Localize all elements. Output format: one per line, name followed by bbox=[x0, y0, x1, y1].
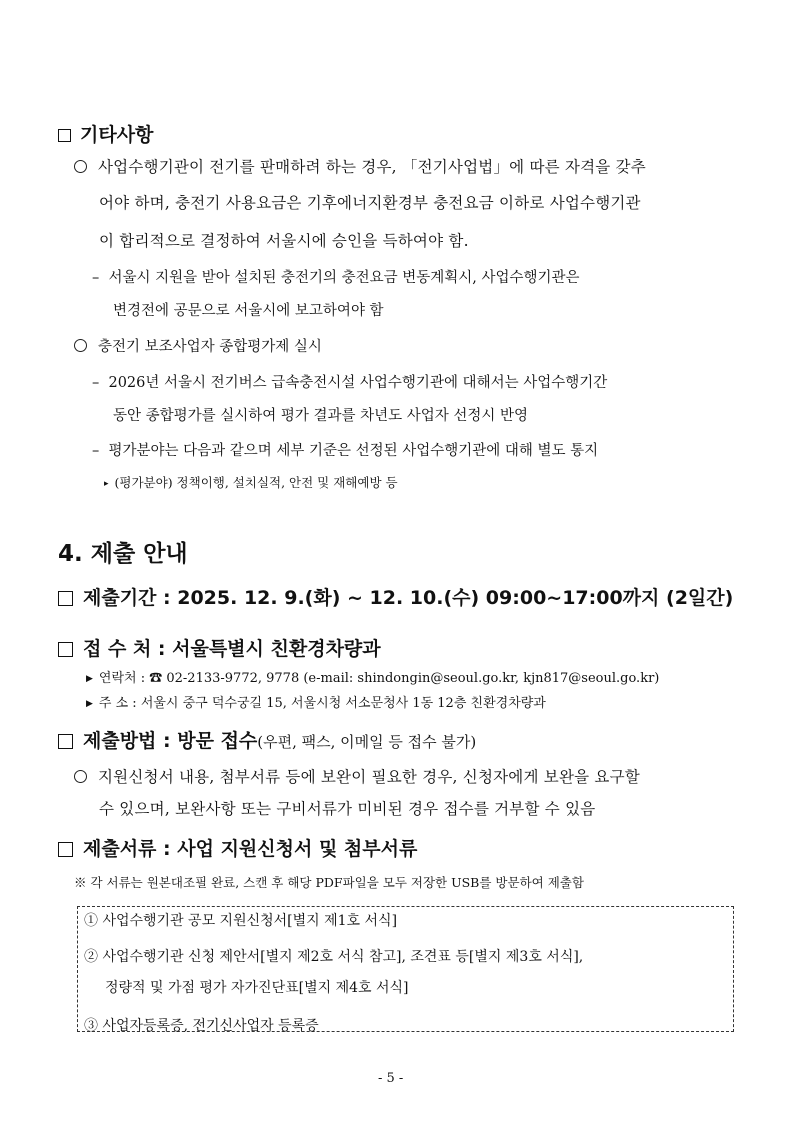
doc-item-2: ② 사업수행기관 신청 제안서[별지 제2호 서식 참고], 조견표 등[별지 제3호 서식], bbox=[84, 949, 584, 965]
dash-bullet: – bbox=[92, 270, 100, 286]
circle-bullet-icon bbox=[74, 160, 87, 173]
doc-item-1: ① 사업수행기관 공모 지원신청서[별지 제1호 서식] bbox=[84, 913, 398, 929]
office-heading: 접 수 처 : 서울특별시 친환경차량과 bbox=[58, 634, 381, 661]
page-number: - 5 - bbox=[378, 1071, 404, 1086]
submission-period: 제출기간 : 2025. 12. 9.(화) ~ 12. 10.(수) 09:00~17:00까지 (2일간) bbox=[58, 583, 733, 610]
checkbox-square-icon bbox=[58, 591, 73, 606]
method-heading: 제출방법 : 방문 접수(우편, 팩스, 이메일 등 접수 불가) bbox=[58, 726, 476, 753]
docs-note: ※ 각 서류는 원본대조필 완료, 스캔 후 해당 PDF파일을 모두 저장한 USB를 방문하여 제출함 bbox=[74, 875, 584, 890]
method-body-line1: 지원신청서 내용, 첨부서류 등에 보완이 필요한 경우, 신청자에게 보완을 요구할 bbox=[74, 765, 640, 787]
address-line: ▶ 주 소 : 서울시 중구 덕수궁길 15, 서울시청 서소문청사 1동 12층 친환경차량과 bbox=[86, 696, 546, 711]
triangle-bullet-icon: ▶ bbox=[86, 674, 93, 684]
misc-item2-dash1-line1: – 2026년 서울시 전기버스 급속충전시설 사업수행기관에 대해서는 사업수행기간 bbox=[92, 375, 608, 391]
misc-item1-line1: 사업수행기관이 전기를 판매하려 하는 경우, 「전기사업법」에 따른 자격을 갖추 bbox=[74, 155, 646, 177]
checkbox-square-icon bbox=[58, 734, 73, 749]
misc-item1-line2: 어야 하며, 충전기 사용요금은 기후에너지환경부 충전요금 이하로 사업수행기관 bbox=[99, 194, 641, 212]
doc-item-3: ③ 사업자등록증, 전기신사업자 등록증 bbox=[84, 1018, 319, 1034]
doc-item-2-cont: 정량적 및 가점 평가 자가진단표[별지 제4호 서식] bbox=[105, 980, 409, 996]
circle-bullet-icon bbox=[74, 339, 87, 352]
checkbox-square-icon bbox=[58, 129, 71, 142]
contact-line: ▶ 연락처 : ☎ 02-2133-9772, 9778 (e-mail: shindongin@seoul.go.kr, kjn817@seoul.go.kr) bbox=[86, 671, 660, 686]
triangle-bullet-icon: ▸ bbox=[104, 479, 109, 489]
method-body-line2: 수 있으며, 보완사항 또는 구비서류가 미비된 경우 접수를 거부할 수 있음 bbox=[99, 800, 596, 818]
docs-heading: 제출서류 : 사업 지원신청서 및 첨부서류 bbox=[58, 834, 417, 861]
misc-item2-dash1-line2: 동안 종합평가를 실시하여 평가 결과를 차년도 사업자 선정시 반영 bbox=[113, 408, 529, 424]
misc-item1-line3: 이 합리적으로 결정하여 서울시에 승인을 득하여야 함. bbox=[99, 232, 469, 250]
checkbox-square-icon bbox=[58, 642, 73, 657]
checkbox-square-icon bbox=[58, 842, 73, 857]
misc-item2-dash2: – 평가분야는 다음과 같으며 세부 기준은 선정된 사업수행기관에 대해 별도 통지 bbox=[92, 443, 599, 459]
section4-title: 4. 제출 안내 bbox=[58, 541, 188, 567]
misc-item1-dash-line2: 변경전에 공문으로 서울시에 보고하여야 함 bbox=[113, 303, 384, 319]
misc-heading: 기타사항 bbox=[58, 120, 153, 147]
circle-bullet-icon bbox=[74, 770, 87, 783]
misc-item1-dash-line1: – 서울시 지원을 받아 설치된 충전기의 충전요금 변동계획시, 사업수행기관은 bbox=[92, 270, 580, 286]
dash-bullet: – bbox=[92, 443, 100, 459]
dash-bullet: – bbox=[92, 375, 100, 391]
triangle-bullet-icon: ▶ bbox=[86, 699, 93, 709]
misc-item2-sub: ▸ (평가분야) 정책이행, 설치실적, 안전 및 재해예방 등 bbox=[104, 475, 398, 490]
misc-item2: 충전기 보조사업자 종합평가제 실시 bbox=[74, 335, 322, 356]
method-note: (우편, 팩스, 이메일 등 접수 불가) bbox=[257, 733, 477, 751]
